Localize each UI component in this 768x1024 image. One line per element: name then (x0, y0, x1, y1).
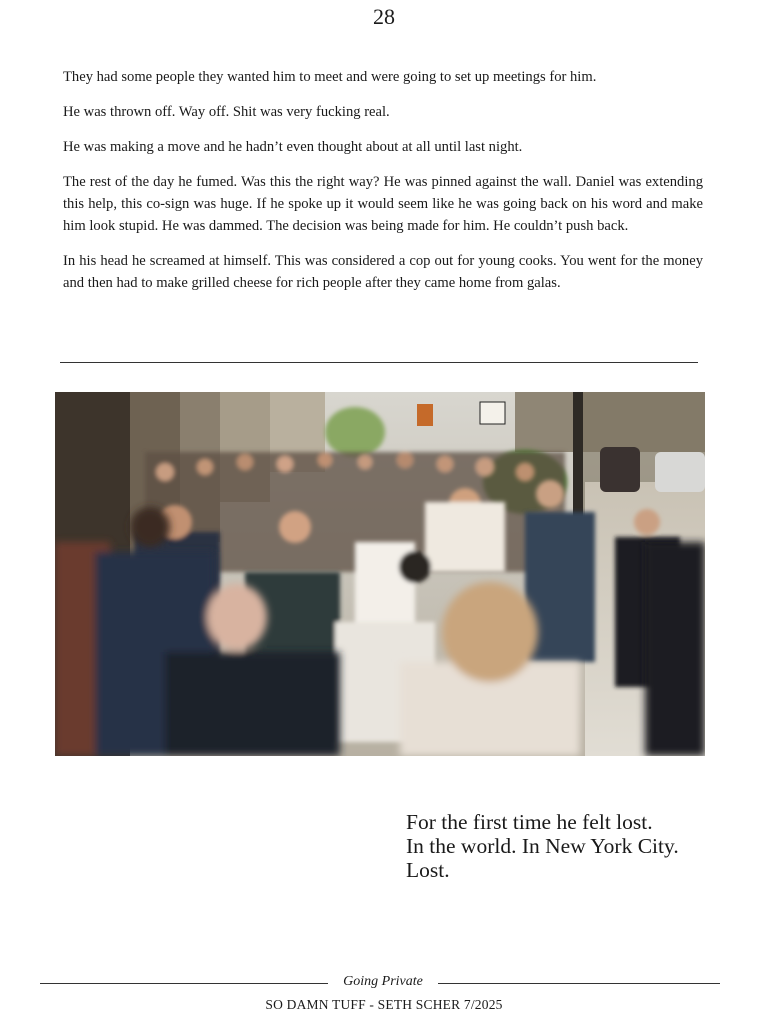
paragraph: In his head he screamed at himself. This was considered a cop out for young cooks. You went for the money and then had to make grilled cheese for rich people after they came home from galas. (63, 253, 703, 291)
footer-title: Going Private (343, 974, 423, 989)
footer-rule-left (40, 983, 328, 984)
street-crowd-photo (55, 392, 705, 756)
paragraph: He was thrown off. Way off. Shit was very fucking real. (63, 104, 390, 120)
paragraph: The rest of the day he fumed. Was this the right way? He was pinned against the wall. Daniel was extending this help, this co-sign was huge. If he spoke up it would seem like he was going back on his word and make him look stupid. He was dammed. The decision was being made for him. He couldn’t push back. (63, 174, 703, 234)
pull-quote-line: For the first time he felt lost. (406, 810, 653, 834)
pull-quote-line: In the world. In New York City. (406, 834, 679, 858)
body-text (63, 66, 703, 307)
section-divider (60, 362, 698, 363)
pull-quote-line: Lost. (406, 858, 450, 882)
paragraph: He was making a move and he hadn’t even thought about at all until last night. (63, 139, 523, 155)
page-number: 28 (373, 4, 395, 29)
paragraph: They had some people they wanted him to meet and were going to set up meetings for him. (63, 69, 597, 85)
footer-rule-right (438, 983, 720, 984)
pull-quote (406, 810, 703, 882)
footer-credit: SO DAMN TUFF - SETH SCHER 7/2025 (265, 997, 503, 1012)
